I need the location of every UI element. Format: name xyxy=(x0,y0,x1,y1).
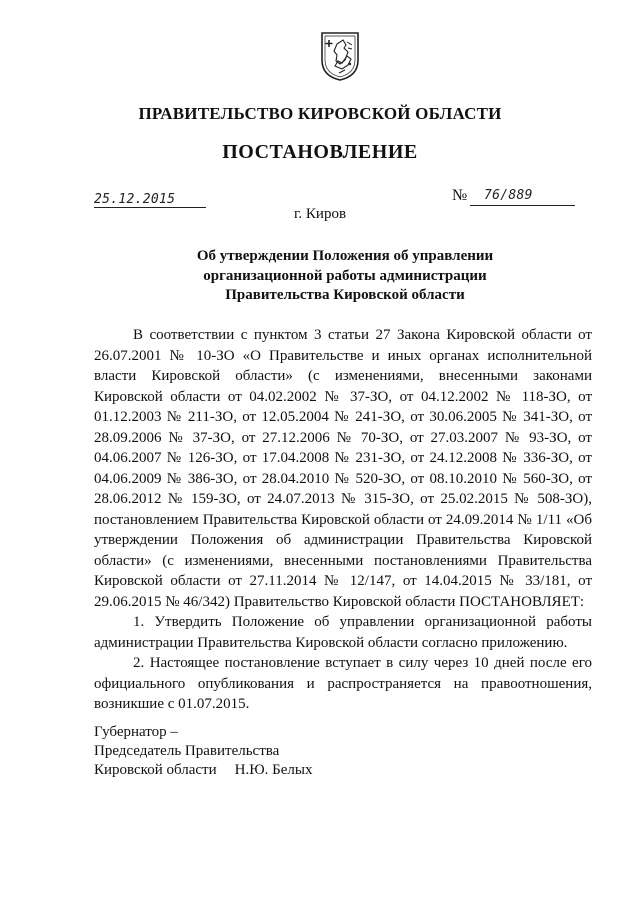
signature-region: Кировской области xyxy=(94,762,217,778)
document-number: 76/889 xyxy=(484,188,533,203)
item-1-paragraph: 1. Утвердить Положение об управлении организационной работы администрации Правительства Кировской области согласно приложению. xyxy=(94,614,592,651)
city-label: г. Киров xyxy=(293,206,347,222)
subject-line: организационной работы администрации xyxy=(203,267,487,284)
signatory-name: Н.Ю. Белых xyxy=(234,762,313,778)
document-date: 25.12.2015 xyxy=(94,192,176,207)
subject-line: Правительства Кировской области xyxy=(225,287,465,303)
number-sign: № xyxy=(452,187,468,204)
preamble-paragraph: В соответствии с пунктом 3 статьи 27 Закона Кировской области от 26.07.2001 № 10-ЗО «О Правительстве и иных органах исполнительной власти Кировской области» (с изменениями, внесенными законами Кировской области от 04.02.2002 № 37-ЗО, от 04.12.2002 № 118-ЗО, от 01.12.2003 № 211-ЗО, от 12.05.2004 № 241-ЗО, от 30.06.2005 № 341-ЗО, от 28.09.2006 № 37-ЗО, от 27.12.2006 № 70-ЗО, от 27.03.2007 № 93-ЗО, от 04.06.2007 № 126-ЗО, от 17.04.2008 № 231-ЗО, от 24.12.2008 № 336-ЗО, от 04.06.2009 № 386-ЗО, от 28.04.2010 № 520-ЗО, от 08.10.2010 № 560-ЗО, от 28.06.2012 № 159-ЗО, от 24.07.2013 № 315-ЗО, от 25.02.2015 № 508-ЗО), постановлением Правительства Кировской области от 24.09.2014 № 1/11 «Об утверждении Положения об администрации Правительства Кировской области» (с изменениями, внесенными постановлениями Правительства Кировской области от 27.11.2014 № 12/147, от 14.04.2015 № 33/181, от 29.06.2015 № 46/342) Правительство Кировской области ПОСТАНОВЛЯЕТ: xyxy=(94,327,592,610)
signature-block xyxy=(94,723,312,780)
subject-line: Об утверждении Положения об управлении xyxy=(196,248,494,264)
document-type-title: ПОСТАНОВЛЕНИЕ xyxy=(222,141,418,163)
item-2-paragraph: 2. Настоящее постановление вступает в силу через 10 дней после его официального опубликования и распространяется на правоотношения, возникшие с 01.07.2015. xyxy=(94,655,592,712)
document-subject xyxy=(150,247,540,306)
document-number-field xyxy=(470,188,575,206)
kirov-coat-of-arms-icon xyxy=(317,30,363,82)
signature-position-line-3 xyxy=(94,761,312,780)
signature-position-line-2: Председатель Правительства xyxy=(94,743,280,759)
government-title: ПРАВИТЕЛЬСТВО КИРОВСКОЙ ОБЛАСТИ xyxy=(138,104,502,123)
signature-position-line-1: Губернатор – xyxy=(94,724,178,740)
document-body xyxy=(94,325,592,715)
